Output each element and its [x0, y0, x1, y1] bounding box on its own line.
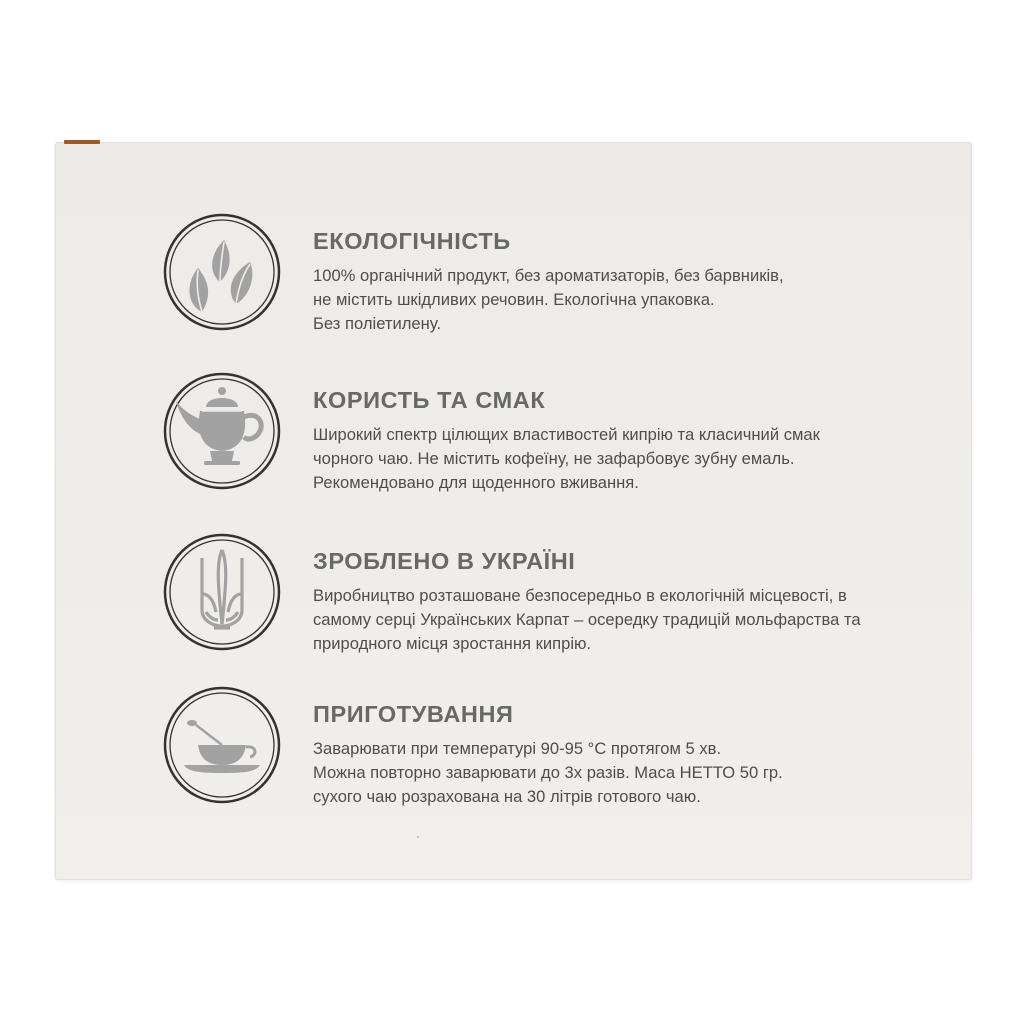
description-line: природного місця зростання кипрію. [313, 634, 592, 653]
description-line: Без поліетилену. [313, 314, 442, 333]
feature-description [313, 737, 873, 809]
feature-description [313, 584, 873, 656]
description-line: Можна повторно заварювати до 3х разів. Маса НЕТТО 50 гр. [313, 763, 783, 782]
description-line: сухого чаю розрахована на 30 літрів готового чаю. [313, 787, 701, 806]
feature-title: ЗРОБЛЕНО В УКРАЇНІ [313, 548, 576, 574]
feature-title: ЕКОЛОГІЧНІСТЬ [313, 228, 511, 254]
description-line: Виробництво розташоване безпосередньо в екологічній місцевості, в [313, 586, 847, 605]
description-line: чорного чаю. Не містить кофеїну, не зафарбовує зубну емаль. [313, 449, 795, 468]
box-mark [417, 836, 419, 838]
description-line: Заварювати при температурі 90-95 °С протягом 5 хв. [313, 739, 722, 758]
feature-description [313, 264, 873, 336]
description-line: не містить шкідливих речовин. Екологічна упаковка. [313, 290, 715, 309]
description-line: 100% органічний продукт, без ароматизаторів, без барвників, [313, 266, 784, 285]
trident-icon [162, 532, 282, 652]
feature-made-in-ukraine [162, 532, 882, 672]
feature-title: КОРИСТЬ ТА СМАК [313, 387, 546, 413]
feature-ecology [162, 212, 882, 352]
feature-title: ПРИГОТУВАННЯ [313, 701, 514, 727]
feature-preparation [162, 685, 882, 825]
feature-benefit-taste [162, 371, 882, 511]
feature-description [313, 423, 873, 495]
description-line: Рекомендовано для щоденного вживання. [313, 473, 639, 492]
description-line: самому серці Українських Карпат – осередку традицій мольфарства та [313, 610, 861, 629]
teacup-icon [162, 685, 282, 805]
description-line: Широкий спектр цілющих властивостей кипрію та класичний смак [313, 425, 820, 444]
box-edge [64, 140, 100, 144]
teapot-icon [162, 371, 282, 491]
leaves-icon [162, 212, 282, 332]
